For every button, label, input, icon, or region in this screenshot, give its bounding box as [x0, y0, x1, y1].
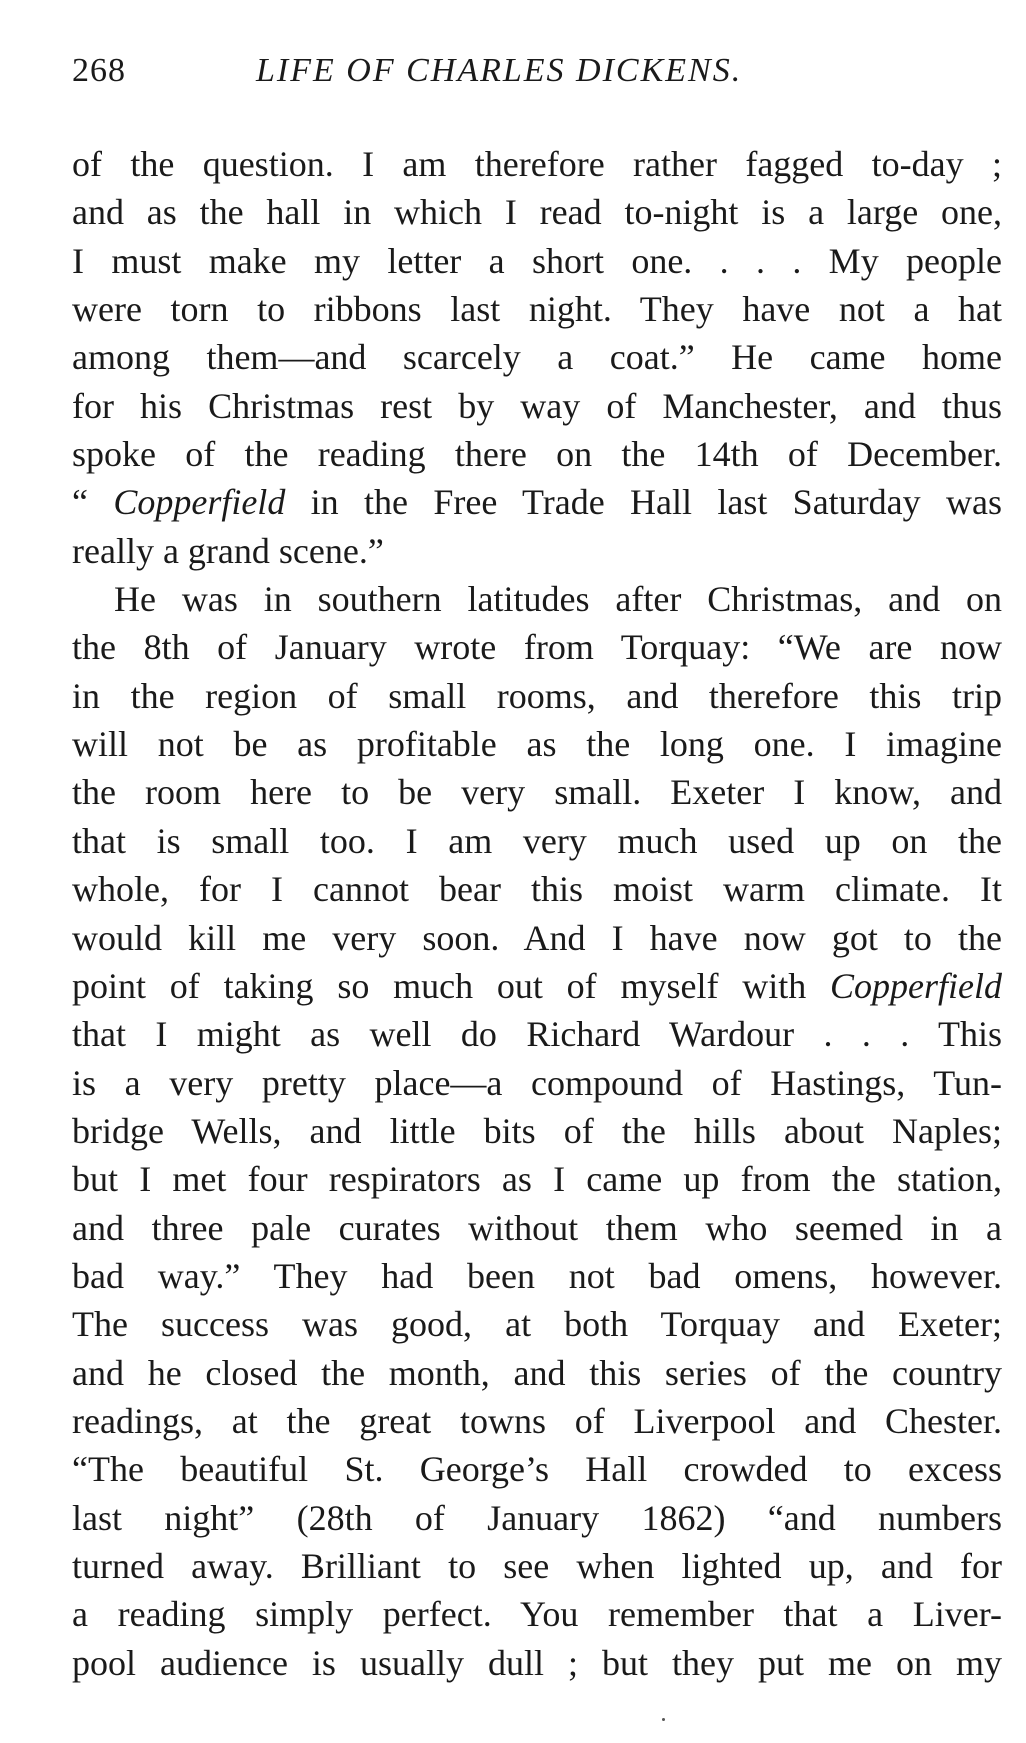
text-line: were torn to ribbons last night. They have not a hat: [72, 289, 1002, 330]
text-line: He was in southern latitudes after Christmas, and on: [114, 579, 1002, 620]
text-line: The success was good, at both Torquay and Exeter;: [72, 1304, 1002, 1345]
running-head: LIFE OF CHARLES DICKENS.: [256, 52, 743, 89]
text-line: bad way.” They had been not bad omens, however.: [72, 1255, 1002, 1296]
text-line: of the question. I am therefore rather fagged to-day ;: [72, 144, 1002, 184]
text-line: the 8th of January wrote from Torquay: “We are now: [72, 627, 1002, 668]
text-fragment: in the Free Trade Hall last Saturday was: [285, 482, 1002, 523]
text-line: turned away. Brilliant to see when lighted up, and for: [72, 1545, 1002, 1586]
text-line: and three pale curates without them who seemed in a: [72, 1207, 1002, 1248]
text-line: last night” (28th of January 1862) “and numbers: [72, 1497, 1002, 1538]
text-line: the room here to be very small. Exeter I know, and: [72, 772, 1002, 813]
print-speck: [662, 1718, 665, 1721]
italic-title: Copperfield: [830, 965, 1002, 1006]
text-line: is a very pretty place—a compound of Hastings, Tun-: [72, 1062, 1002, 1103]
text-line: pool audience is usually dull ; but they put me on my: [72, 1642, 1002, 1683]
text-line: will not be as profitable as the long one. I imagine: [72, 724, 1002, 765]
text-line: in the region of small rooms, and therefore this trip: [72, 675, 1002, 716]
text-line: readings, at the great towns of Liverpool and Chester.: [72, 1400, 1002, 1441]
text-line: and as the hall in which I read to-night is a large one,: [72, 192, 1002, 233]
text-line: spoke of the reading there on the 14th of December.: [72, 434, 1002, 475]
italic-title: Copperfield: [113, 482, 286, 523]
text-line: that is small too. I am very much used up on the: [72, 820, 1002, 861]
text-fragment: point of taking so much out of myself with: [72, 965, 831, 1006]
text-line: really a grand scene.”: [72, 530, 384, 571]
text-line: that I might as well do Richard Wardour . . . This: [72, 1014, 1002, 1055]
text-line: [72, 478, 1002, 526]
text-line: bridge Wells, and little bits of the hills about Naples;: [72, 1110, 1002, 1151]
page-number: 268: [72, 52, 126, 89]
text-line: [72, 962, 1002, 1010]
text-line: but I met four respirators as I came up from the station,: [72, 1159, 1002, 1200]
text-line: whole, for I cannot bear this moist warm climate. It: [72, 869, 1002, 910]
text-line: and he closed the month, and this series of the country: [72, 1352, 1002, 1393]
text-line: would kill me very soon. And I have now got to the: [72, 917, 1002, 958]
body-text: [72, 140, 1002, 1687]
text-line: I must make my letter a short one. . . . My people: [72, 240, 1002, 281]
text-line: a reading simply perfect. You remember that a Liver-: [72, 1594, 1002, 1635]
text-line: among them—and scarcely a coat.” He came home: [72, 337, 1002, 378]
text-line: for his Christmas rest by way of Manchester, and thus: [72, 385, 1002, 426]
text-line: “The beautiful St. George’s Hall crowded to excess: [72, 1449, 1002, 1490]
page-header: [72, 52, 1002, 102]
text-fragment: “: [72, 482, 114, 523]
